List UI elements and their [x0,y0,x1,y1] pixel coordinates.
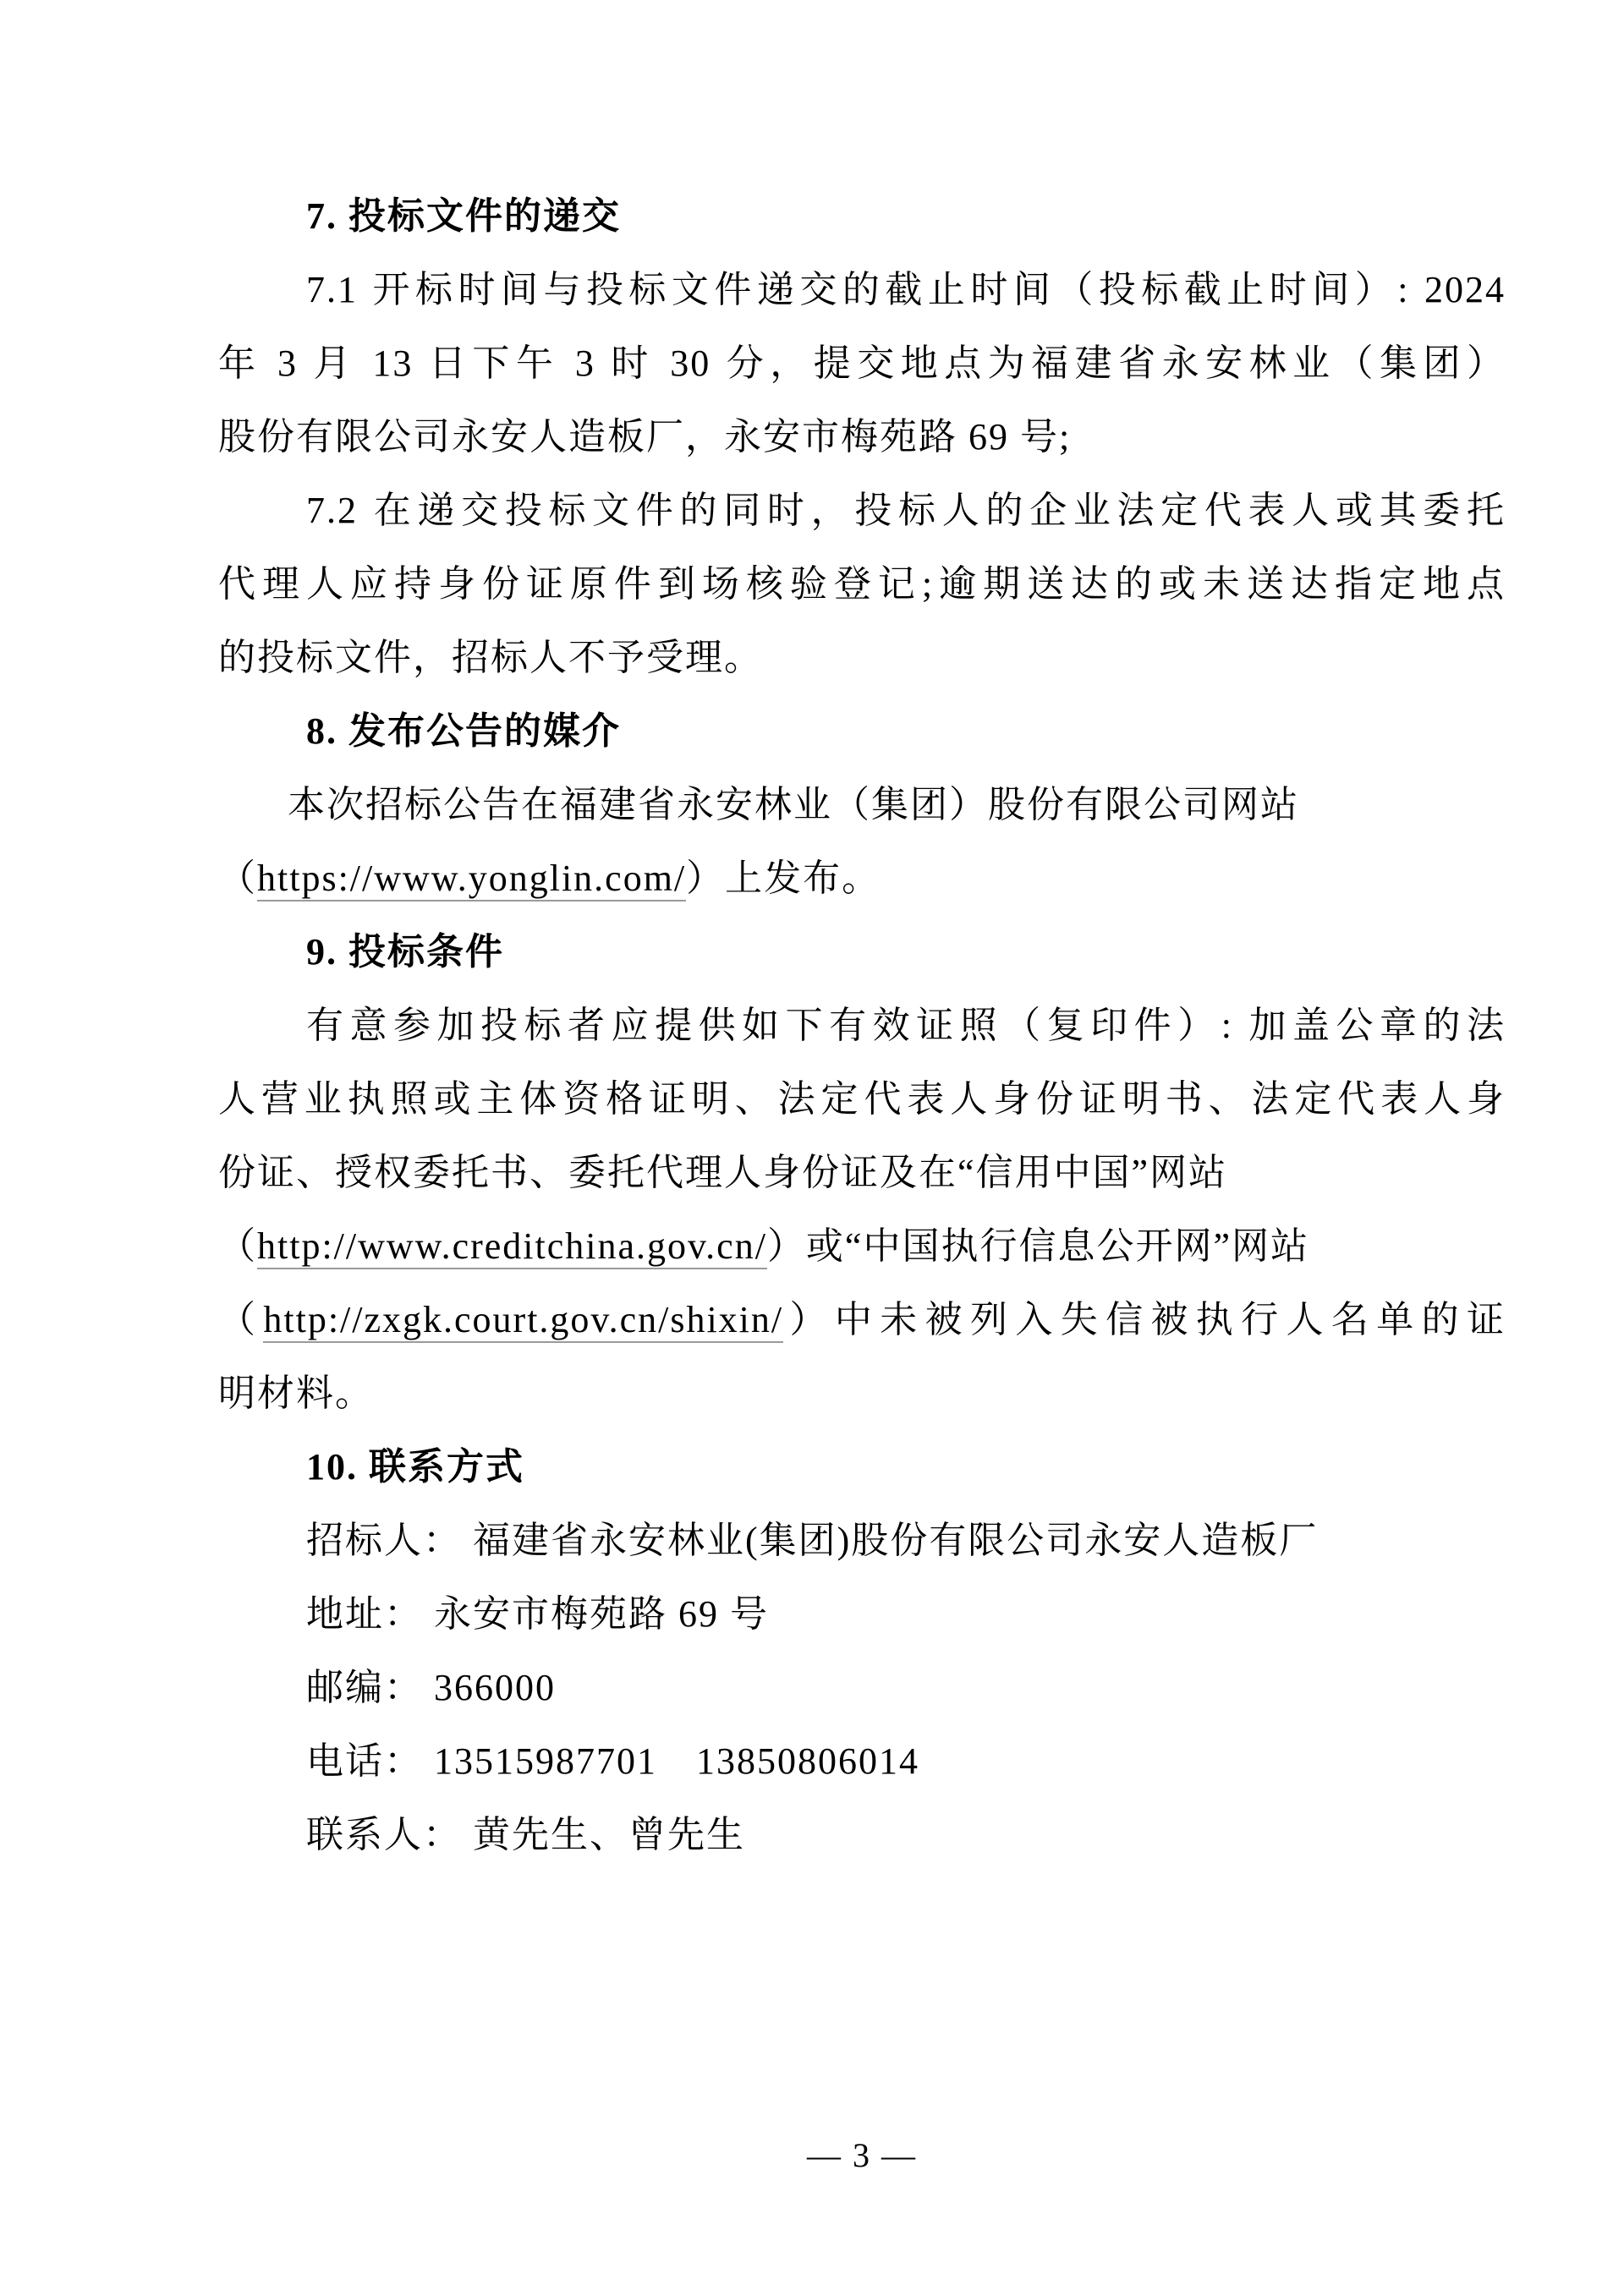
paragraph-7-2-line-2: 代理人应持身份证原件到场核验登记;逾期送达的或未送达指定地点 [218,563,1506,605]
paragraph-7-1-line-3: 股份有限公司永安人造板厂，永安市梅苑路 69 号; [218,416,1072,458]
paragraph-8-line-1: 本次招标公告在福建省永安林业（集团）股份有限公司网站 [288,784,1299,825]
section-heading-10: 10. 联系方式 [306,1446,524,1488]
contact-phone-line: 电话： 13515987701 13850806014 [306,1740,919,1782]
paragraph-7-2-line-1: 7.2 在递交投标文件的同时，投标人的企业法定代表人或其委托 [306,490,1506,531]
section-heading-8: 8. 发布公告的媒介 [306,710,621,752]
paren-open: （ [218,1299,264,1340]
section-heading-7: 7. 投标文件的递交 [306,195,621,237]
paragraph-9-line-4 [218,1209,1506,1283]
paragraph-9-line-3: 份证、授权委托书、委托代理人身份证及在“信用中国”网站 [218,1152,1228,1193]
hyperlink-creditchina[interactable]: http://www.creditchina.gov.cn/ [257,1225,767,1269]
paren-open: （ [218,858,257,899]
paragraph-9-line-6: 明材料。 [218,1373,374,1414]
section-heading-9: 9. 投标条件 [306,931,504,973]
paragraph-9-line-5 [218,1283,1506,1356]
page-number: — 3 — [807,2136,917,2174]
hyperlink-zxgk-court[interactable]: http://zxgk.court.gov.cn/shixin/ [263,1299,783,1343]
paragraph-9-line-4-tail: ）或“中国执行信息公开网”网站 [766,1225,1309,1267]
document-body [218,179,1506,1871]
contact-person-line: 联系人： 黄先生、曾先生 [306,1814,745,1855]
paragraph-7-1-line-2: 年 3 月 13 日下午 3 时 30 分，提交地点为福建省永安林业（集团） [218,342,1506,384]
paragraph-7-1-line-1: 7.1 开标时间与投标文件递交的截止时间（投标截止时间）: 2024 [306,269,1506,310]
paragraph-7-2-line-3: 的投标文件，招标人不予受理。 [218,637,763,678]
paragraph-9-line-1: 有意参加投标者应提供如下有效证照（复印件）: 加盖公章的法 [306,1005,1506,1046]
paragraph-8-line-2 [218,841,1506,915]
paragraph-9-line-5-tail: ）中未被列入失信被执行人名单的证 [783,1299,1506,1340]
contact-postcode-line: 邮编： 366000 [306,1667,556,1708]
paragraph-8-line-2-tail: ）上发布。 [686,858,881,899]
paren-open: （ [218,1225,257,1267]
contact-address-line: 地址： 永安市梅苑路 69 号 [306,1593,769,1635]
contact-tenderer-line: 招标人： 福建省永安林业(集团)股份有限公司永安人造板厂 [306,1520,1319,1561]
hyperlink-yonglin[interactable]: https://www.yonglin.com/ [257,858,686,901]
page-footer [218,2118,1506,2192]
paragraph-9-line-2: 人营业执照或主体资格证明、法定代表人身份证明书、法定代表人身 [218,1078,1506,1120]
